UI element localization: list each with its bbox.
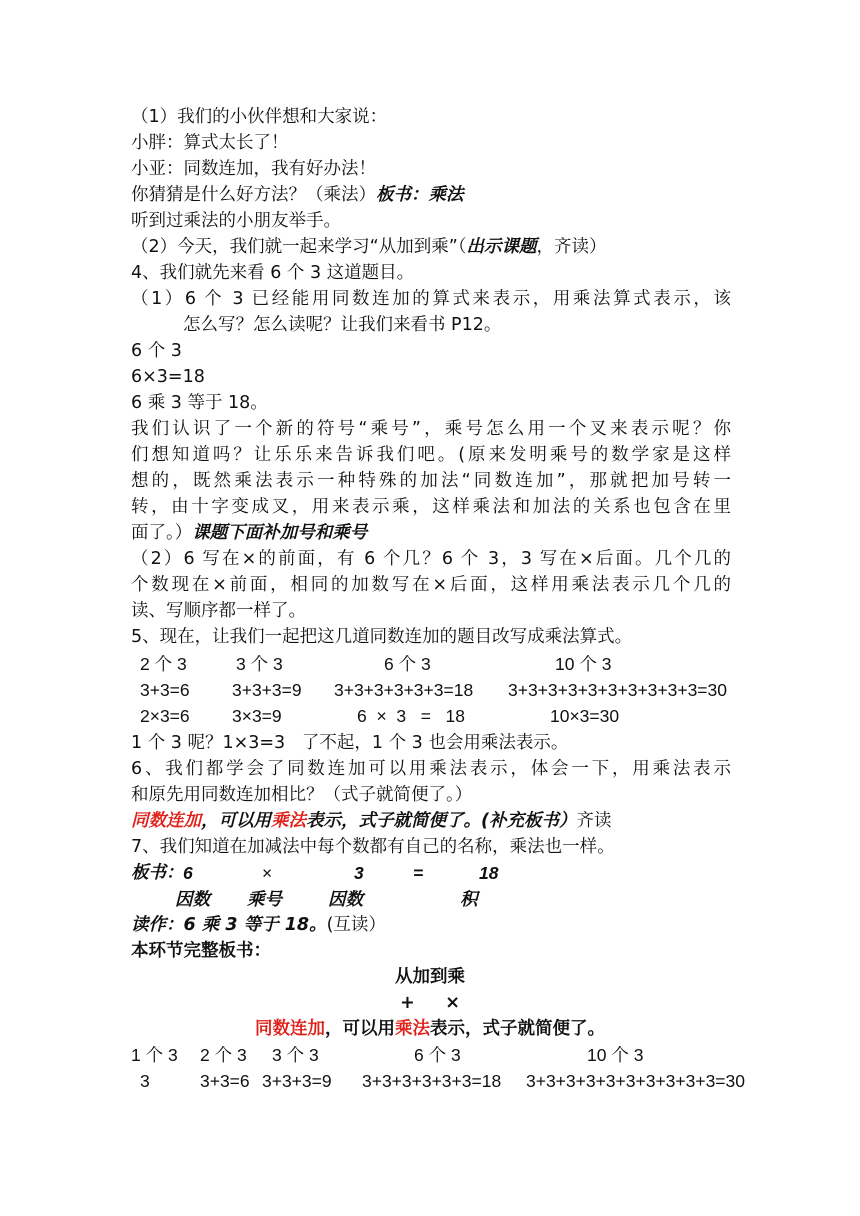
table-cell: 2 个 3 (140, 654, 187, 674)
text-line (131, 808, 612, 834)
text-span: 表示，式子就简便了。 (430, 1019, 605, 1039)
text-span: ，齐读） (536, 237, 607, 257)
board-note: ，可以用 (201, 811, 271, 831)
table-cell: 3+3+3+3+3+3+3+3+3+3=30 (508, 680, 727, 700)
text-line (131, 182, 464, 208)
board-equals: = (413, 863, 424, 883)
table-cell: 3 (140, 1071, 150, 1091)
table-cell: 10 个 3 (555, 654, 612, 674)
text-line: 怎么写？怎么读呢？让我们来看书 P12。 (183, 315, 502, 335)
text-span: （2）今天，我们就一起来学习“从加到乘”（ (131, 237, 467, 257)
text-line: 6、我们都学会了同数连加可以用乘法表示，体会一下，用乘法表示 (131, 759, 731, 779)
text-line: 和原先用同数连加相比？（式子就简便了。） (131, 785, 473, 805)
text-line: 小亚：同数连加，我有好办法！ (131, 159, 376, 179)
text-span: (互读） (326, 915, 386, 935)
section-heading: 本环节完整板书： (131, 941, 271, 961)
board-symbols: + × (400, 993, 460, 1013)
text-line: 小胖：算式太长了！ (131, 133, 289, 153)
text-line: 读、写顺序都一样了。 (131, 601, 306, 621)
table-cell: 3 个 3 (272, 1045, 319, 1065)
text-span: 你猜猜是什么好方法？（乘法） (131, 185, 376, 205)
table-cell: 3×3=9 (232, 706, 282, 726)
table-cell: 3+3=6 (140, 680, 190, 700)
highlight-red: 同数连加 (131, 811, 201, 831)
table-cell: 2 个 3 (200, 1045, 247, 1065)
board-note: 表示，式子就简便了。(补充板书） (306, 811, 577, 831)
text-line (131, 912, 386, 938)
table-cell: 3+3+3=9 (262, 1071, 332, 1091)
text-span: 齐读 (576, 811, 612, 831)
table-cell: 2×3=6 (140, 706, 190, 726)
board-note: 课题下面补加号和乘号 (192, 523, 368, 543)
text-line: （2）6 写在×的前面，有 6 个几？6 个 3，3 写在×后面。几个几的 (131, 549, 731, 569)
table-cell: 3 个 3 (236, 654, 283, 674)
table-cell: 6 × 3 = 18 (357, 706, 465, 726)
text-line: 们想知道吗？让乐乐来告诉我们吧。(原来发明乘号的数学家是这样 (131, 445, 731, 465)
table-cell: 3+3=6 (200, 1071, 250, 1091)
board-name: 因数 (175, 889, 210, 909)
board-note: 板书：乘法 (376, 185, 464, 205)
table-cell: 1 个 3 (131, 1045, 178, 1065)
table-cell: 3+3+3+3+3+3=18 (334, 680, 474, 700)
text-line: 6×3=18 (131, 367, 205, 387)
table-cell: 10×3=30 (550, 706, 620, 726)
text-line: 我们认识了一个新的符号“乘号”，乘号怎么用一个叉来表示呢？你 (131, 419, 731, 439)
highlight-red: 乘法 (395, 1019, 430, 1039)
board-factor: 3 (354, 863, 364, 883)
table-cell: 6 个 3 (414, 1045, 461, 1065)
text-line: 转，由十字变成叉，用来表示乘，这样乘法和加法的关系也包含在里 (131, 497, 731, 517)
table-cell: 10 个 3 (587, 1045, 644, 1065)
text-line: 个数现在×前面，相同的加数写在×后面，这样用乘法表示几个几的 (131, 575, 731, 595)
board-summary (0, 1016, 860, 1042)
text-line: 6 个 3 (131, 341, 182, 361)
text-line: 听到过乘法的小朋友举手。 (131, 211, 341, 231)
board-label: 板书： (131, 863, 184, 883)
board-factor: 6 (183, 863, 193, 883)
board-note: 出示课题 (466, 237, 537, 257)
text-line: 4、我们就先来看 6 个 3 这道题目。 (131, 263, 415, 283)
table-cell: 6 个 3 (384, 654, 431, 674)
text-line: 想的，既然乘法表示一种特殊的加法“同数连加”，那就把加号转一 (131, 471, 731, 491)
highlight-red: 乘法 (271, 811, 306, 831)
text-line (131, 234, 607, 260)
text-span: 面了。） (131, 523, 193, 543)
highlight-red: 同数连加 (255, 1019, 325, 1039)
text-line: 1 个 3 呢？1×3=3 了不起，1 个 3 也会用乘法表示。 (131, 733, 569, 753)
board-product: 18 (479, 863, 499, 883)
board-name: 积 (460, 889, 478, 909)
text-line: （1）我们的小伙伴想和大家说： (131, 107, 388, 127)
table-cell: 3+3+3+3+3+3=18 (362, 1071, 502, 1091)
board-title: 从加到乘 (395, 967, 465, 987)
board-note: 读作：6 乘 3 等于 18。 (131, 915, 327, 935)
text-line: 7、我们知道在加减法中每个数都有自己的名称，乘法也一样。 (131, 837, 615, 857)
board-name: 乘号 (247, 889, 282, 909)
table-cell: 3+3+3+3+3+3+3+3+3+3=30 (526, 1071, 745, 1091)
table-cell: 3+3+3=9 (232, 680, 302, 700)
board-times: × (262, 863, 273, 883)
text-line: （1）6 个 3 已经能用同数连加的算式来表示，用乘法算式表示，该 (131, 289, 731, 309)
text-line (131, 520, 367, 546)
text-span: ，可以用 (325, 1019, 395, 1039)
text-line: 5、现在，让我们一起把这几道同数连加的题目改写成乘法算式。 (131, 627, 633, 647)
board-name: 因数 (328, 889, 363, 909)
text-line: 6 乘 3 等于 18。 (131, 393, 268, 413)
